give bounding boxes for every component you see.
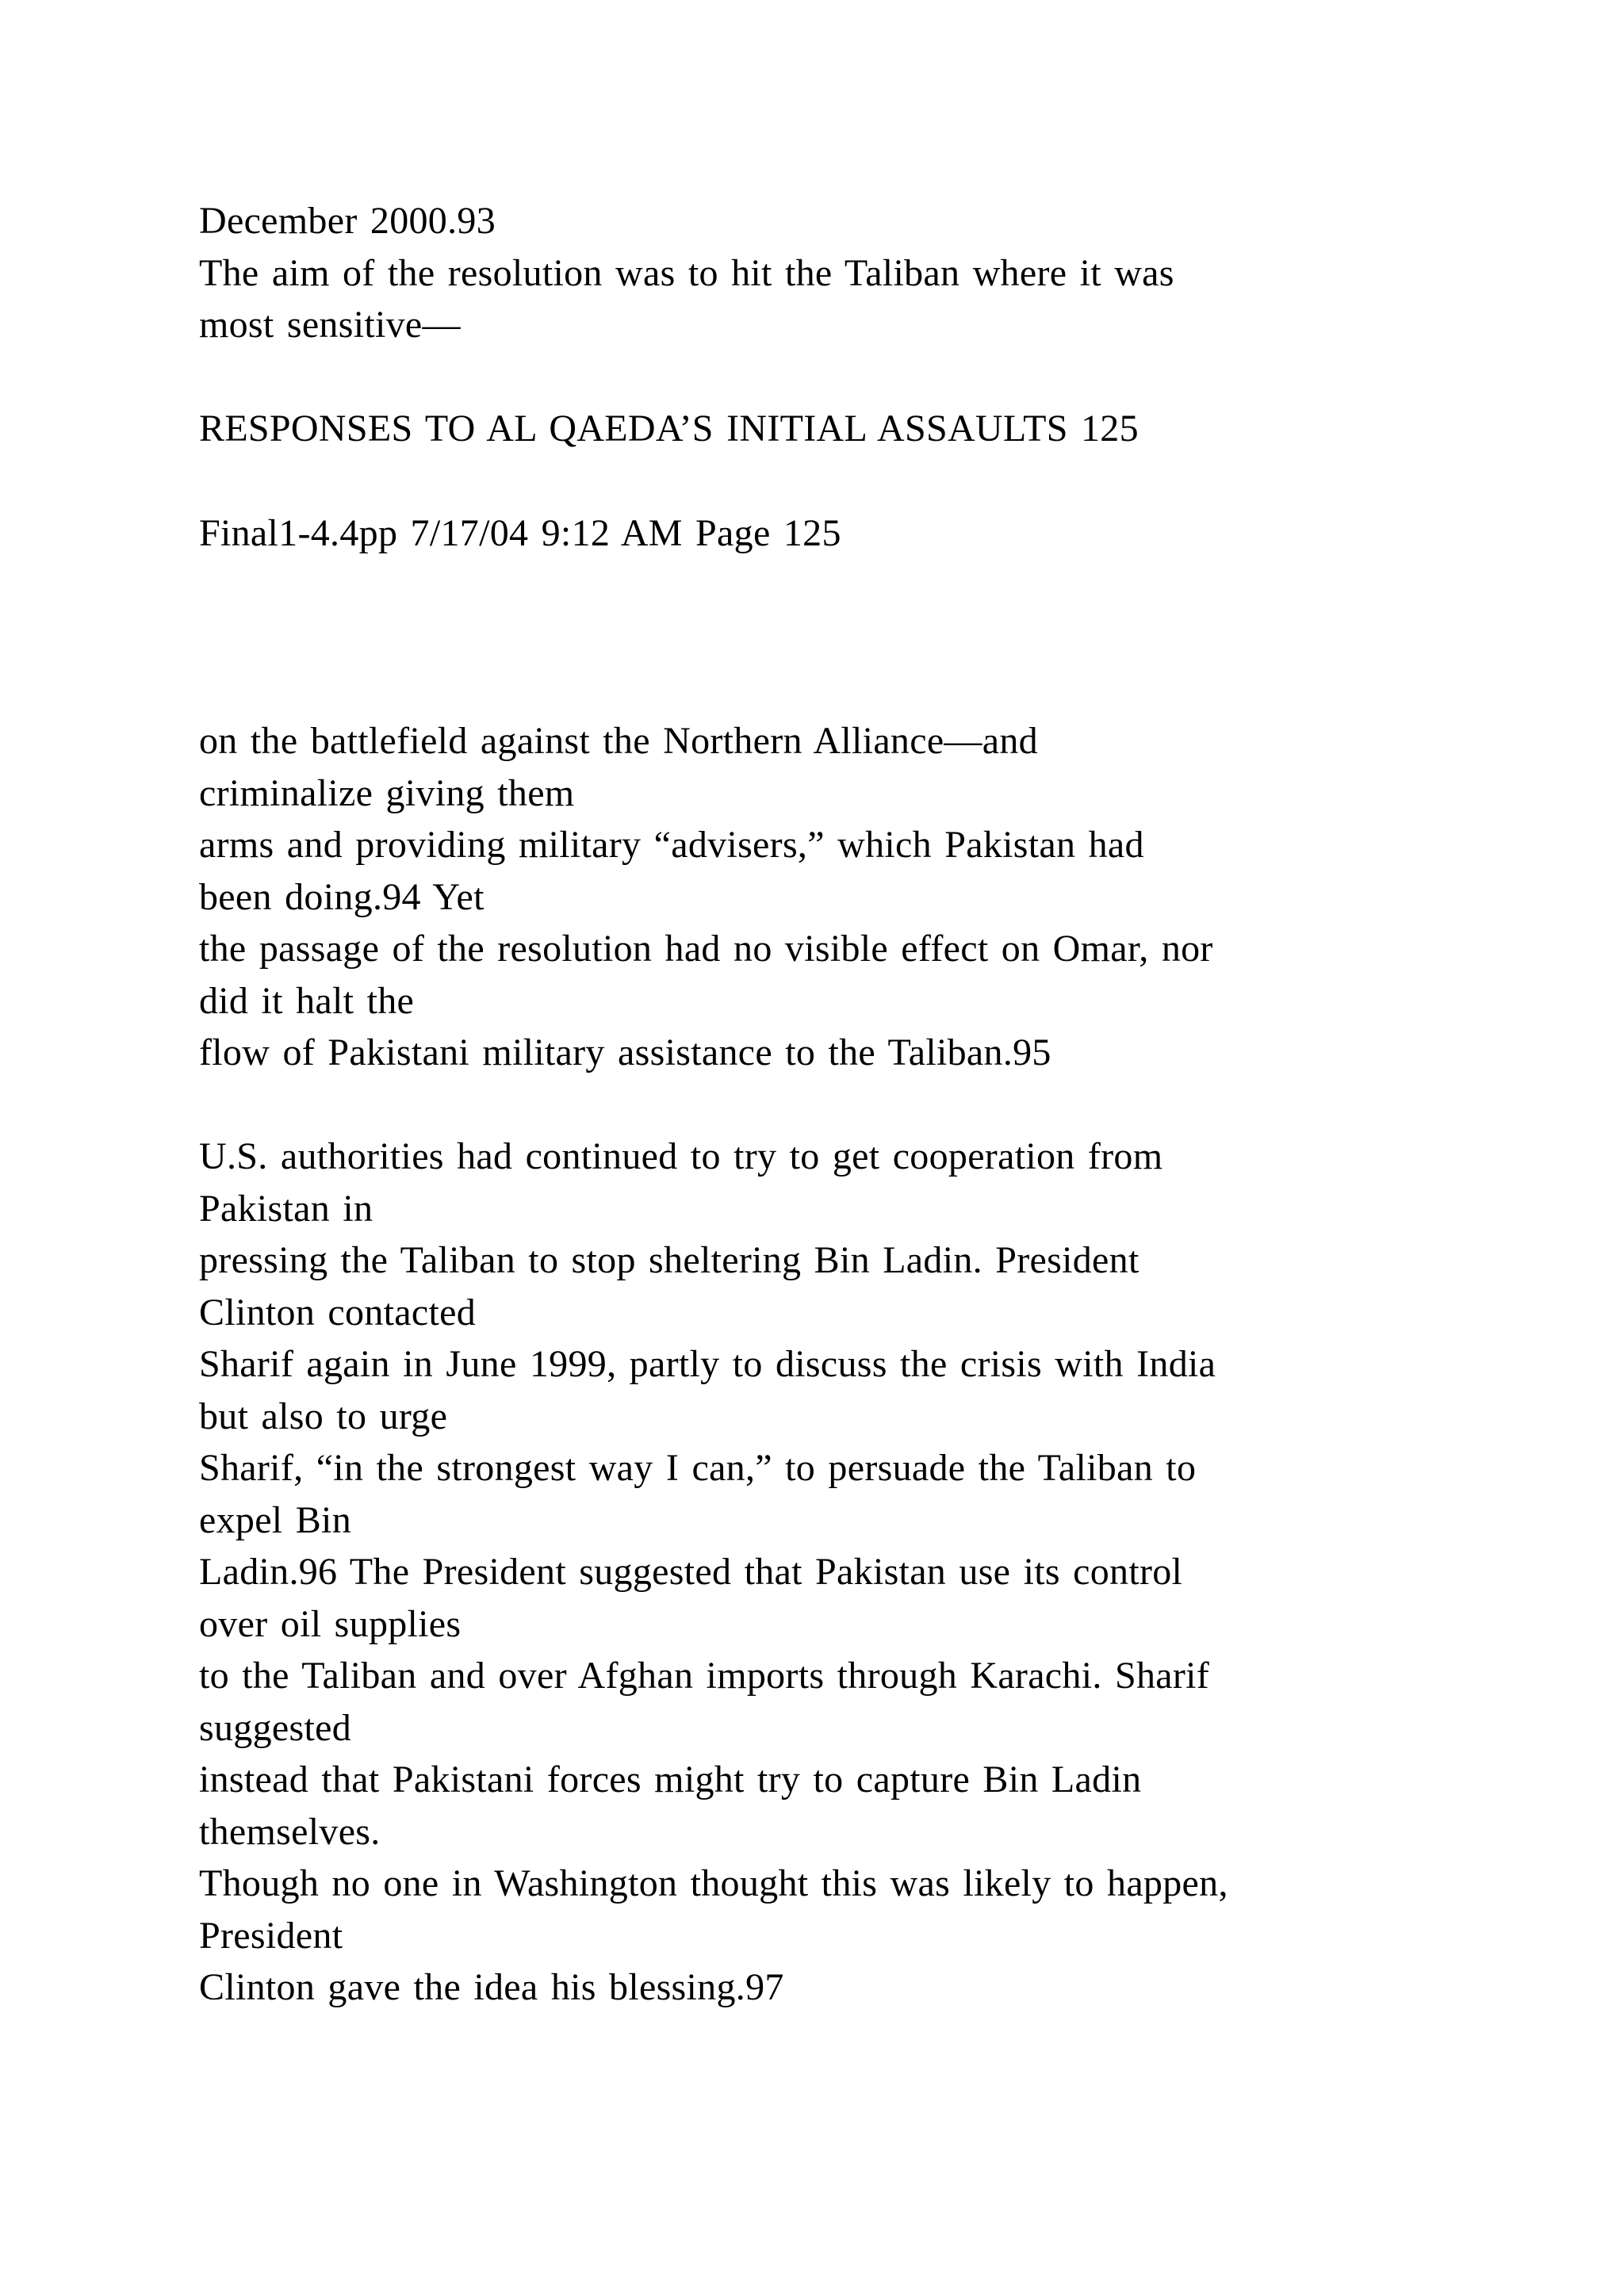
- text-line: Ladin.96 The President suggested that Pakistan use its control: [199, 1551, 1183, 1593]
- text-line: Clinton contacted: [199, 1291, 477, 1334]
- text-line: U.S. authorities had continued to try to get cooperation from: [199, 1135, 1163, 1177]
- text-line: over oil supplies: [199, 1602, 462, 1645]
- text-line: flow of Pakistani military assistance to the Taliban.95: [199, 1031, 1051, 1073]
- text-line: The aim of the resolution was to hit the Taliban where it was: [199, 251, 1174, 294]
- text-line: suggested: [199, 1706, 352, 1749]
- text-line: themselves.: [199, 1810, 381, 1853]
- text-line: to the Taliban and over Afghan imports through Karachi. Sharif: [199, 1655, 1210, 1697]
- page-footer-text: Final1-4.4pp 7/17/04 9:12 AM Page 125: [199, 512, 841, 554]
- text-line: December 2000.93: [199, 200, 496, 242]
- text-line: arms and providing military “advisers,” which Pakistan had: [199, 824, 1144, 866]
- text-line: on the battlefield against the Northern Alliance—and: [199, 720, 1038, 762]
- paragraph-1: [199, 715, 1547, 1079]
- opening-text: [199, 195, 1547, 351]
- text-line: Clinton gave the idea his blessing.97: [199, 1966, 784, 2008]
- text-line: instead that Pakistani forces might try to capture Bin Ladin: [199, 1758, 1142, 1800]
- text-line: President: [199, 1914, 343, 1957]
- text-line: criminalize giving them: [199, 771, 575, 814]
- page-footer: [199, 507, 1547, 560]
- text-line: expel Bin: [199, 1498, 351, 1541]
- running-head-text: RESPONSES TO AL QAEDA’S INITIAL ASSAULTS 125: [199, 408, 1139, 450]
- text-line: did it halt the: [199, 979, 415, 1022]
- text-line: the passage of the resolution had no visible effect on Omar, nor: [199, 928, 1213, 970]
- text-line: been doing.94 Yet: [199, 875, 485, 918]
- text-line: Sharif, “in the strongest way I can,” to persuade the Taliban to: [199, 1447, 1197, 1489]
- paragraph-2: [199, 1131, 1547, 2014]
- running-head: [199, 403, 1547, 455]
- text-line: most sensitive—: [199, 304, 461, 346]
- text-line: but also to urge: [199, 1395, 448, 1437]
- text-line: Pakistan in: [199, 1187, 373, 1230]
- text-line: Though no one in Washington thought this was likely to happen,: [199, 1862, 1228, 1904]
- text-line: Sharif again in June 1999, partly to discuss the crisis with India: [199, 1343, 1216, 1385]
- text-line: pressing the Taliban to stop sheltering Bin Ladin. President: [199, 1239, 1139, 1281]
